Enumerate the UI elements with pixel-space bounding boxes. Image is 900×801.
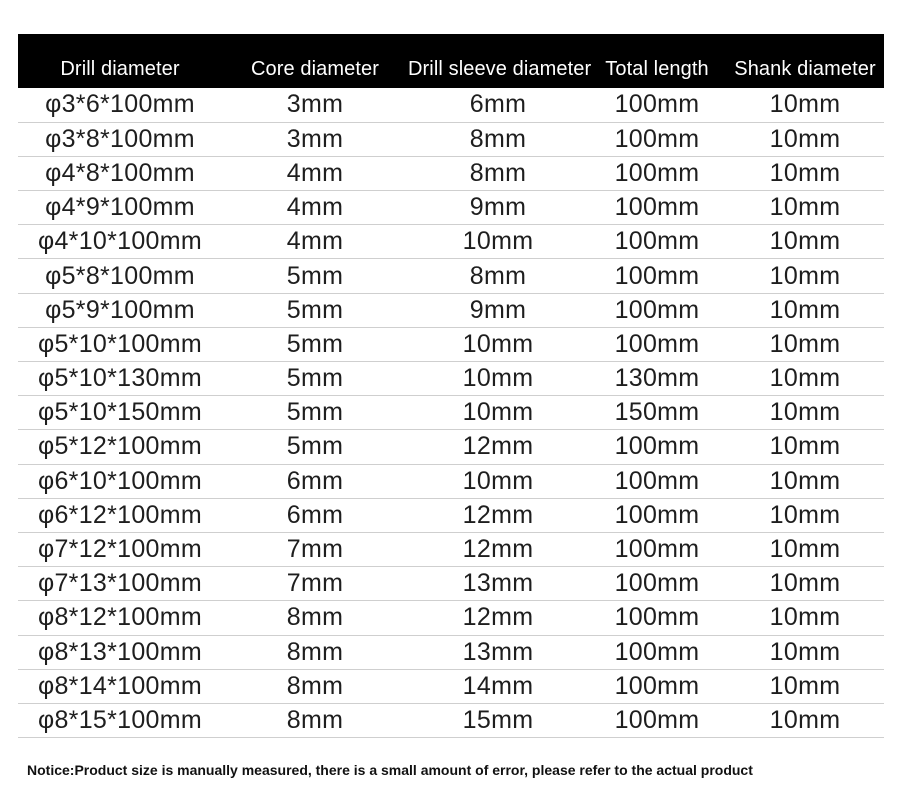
- cell-drill-sleeve-diameter: 10mm: [408, 327, 588, 361]
- cell-drill-sleeve-diameter: 10mm: [408, 396, 588, 430]
- header-core-diameter: Core diameter: [250, 58, 380, 80]
- cell-core-diameter: 3mm: [222, 122, 408, 156]
- cell-drill-diameter: φ8*14*100mm: [18, 669, 222, 703]
- cell-core-diameter: 5mm: [222, 293, 408, 327]
- cell-core-diameter: 5mm: [222, 327, 408, 361]
- table-row: [18, 635, 884, 669]
- cell-total-length: 150mm: [588, 396, 726, 430]
- cell-core-diameter: 8mm: [222, 635, 408, 669]
- header-total-length: Total length: [605, 58, 709, 80]
- cell-core-diameter: 4mm: [222, 156, 408, 190]
- header-shank-diameter: Shank diameter: [734, 58, 876, 80]
- table-row: [18, 532, 884, 566]
- table-row: [18, 191, 884, 225]
- cell-drill-sleeve-diameter: 12mm: [408, 601, 588, 635]
- header-drill-diameter: Drill diameter: [60, 58, 180, 80]
- table-row: [18, 703, 884, 737]
- table-header-row: [18, 34, 884, 88]
- cell-total-length: 100mm: [588, 703, 726, 737]
- cell-shank-diameter: 10mm: [726, 464, 884, 498]
- cell-drill-sleeve-diameter: 12mm: [408, 430, 588, 464]
- cell-shank-diameter: 10mm: [726, 567, 884, 601]
- cell-total-length: 130mm: [588, 362, 726, 396]
- table-row: [18, 669, 884, 703]
- cell-shank-diameter: 10mm: [726, 362, 884, 396]
- cell-drill-sleeve-diameter: 10mm: [408, 362, 588, 396]
- cell-drill-sleeve-diameter: 10mm: [408, 464, 588, 498]
- cell-total-length: 100mm: [588, 635, 726, 669]
- table-row: [18, 156, 884, 190]
- table-row: [18, 601, 884, 635]
- cell-total-length: 100mm: [588, 191, 726, 225]
- cell-drill-sleeve-diameter: 6mm: [408, 88, 588, 122]
- cell-drill-sleeve-diameter: 10mm: [408, 225, 588, 259]
- cell-shank-diameter: 10mm: [726, 156, 884, 190]
- cell-shank-diameter: 10mm: [726, 191, 884, 225]
- cell-drill-diameter: φ8*15*100mm: [18, 703, 222, 737]
- cell-drill-diameter: φ3*8*100mm: [18, 122, 222, 156]
- table-row: [18, 464, 884, 498]
- table-row: [18, 327, 884, 361]
- cell-total-length: 100mm: [588, 430, 726, 464]
- table-row: [18, 259, 884, 293]
- spec-table: [18, 34, 884, 738]
- cell-drill-diameter: φ5*10*130mm: [18, 362, 222, 396]
- cell-total-length: 100mm: [588, 669, 726, 703]
- cell-total-length: 100mm: [588, 88, 726, 122]
- cell-drill-sleeve-diameter: 12mm: [408, 498, 588, 532]
- cell-drill-diameter: φ5*12*100mm: [18, 430, 222, 464]
- cell-core-diameter: 4mm: [222, 225, 408, 259]
- table-row: [18, 430, 884, 464]
- cell-shank-diameter: 10mm: [726, 225, 884, 259]
- cell-total-length: 100mm: [588, 259, 726, 293]
- notice-text: Notice:Product size is manually measured, there is a small amount of error, please refer to the actual product: [27, 762, 753, 778]
- cell-drill-diameter: φ3*6*100mm: [18, 88, 222, 122]
- cell-shank-diameter: 10mm: [726, 122, 884, 156]
- cell-drill-diameter: φ4*8*100mm: [18, 156, 222, 190]
- table-row: [18, 122, 884, 156]
- cell-shank-diameter: 10mm: [726, 88, 884, 122]
- cell-total-length: 100mm: [588, 498, 726, 532]
- cell-drill-diameter: φ7*13*100mm: [18, 567, 222, 601]
- table-row: [18, 225, 884, 259]
- cell-core-diameter: 6mm: [222, 464, 408, 498]
- cell-core-diameter: 4mm: [222, 191, 408, 225]
- cell-drill-sleeve-diameter: 15mm: [408, 703, 588, 737]
- cell-drill-diameter: φ8*13*100mm: [18, 635, 222, 669]
- cell-drill-diameter: φ5*9*100mm: [18, 293, 222, 327]
- cell-drill-sleeve-diameter: 8mm: [408, 156, 588, 190]
- table-row: [18, 88, 884, 122]
- cell-shank-diameter: 10mm: [726, 601, 884, 635]
- cell-core-diameter: 5mm: [222, 362, 408, 396]
- cell-drill-diameter: φ6*12*100mm: [18, 498, 222, 532]
- cell-drill-diameter: φ5*8*100mm: [18, 259, 222, 293]
- cell-shank-diameter: 10mm: [726, 703, 884, 737]
- cell-core-diameter: 7mm: [222, 532, 408, 566]
- cell-drill-diameter: φ7*12*100mm: [18, 532, 222, 566]
- cell-drill-diameter: φ5*10*100mm: [18, 327, 222, 361]
- cell-drill-sleeve-diameter: 12mm: [408, 532, 588, 566]
- cell-shank-diameter: 10mm: [726, 259, 884, 293]
- cell-drill-diameter: φ4*10*100mm: [18, 225, 222, 259]
- cell-total-length: 100mm: [588, 293, 726, 327]
- cell-core-diameter: 5mm: [222, 430, 408, 464]
- table-body: [18, 88, 884, 738]
- cell-shank-diameter: 10mm: [726, 498, 884, 532]
- cell-total-length: 100mm: [588, 225, 726, 259]
- cell-shank-diameter: 10mm: [726, 396, 884, 430]
- cell-core-diameter: 7mm: [222, 567, 408, 601]
- cell-total-length: 100mm: [588, 156, 726, 190]
- cell-core-diameter: 3mm: [222, 88, 408, 122]
- cell-drill-sleeve-diameter: 8mm: [408, 122, 588, 156]
- cell-drill-sleeve-diameter: 8mm: [408, 259, 588, 293]
- cell-drill-diameter: φ5*10*150mm: [18, 396, 222, 430]
- cell-core-diameter: 8mm: [222, 669, 408, 703]
- cell-drill-diameter: φ4*9*100mm: [18, 191, 222, 225]
- cell-drill-sleeve-diameter: 9mm: [408, 191, 588, 225]
- cell-total-length: 100mm: [588, 532, 726, 566]
- cell-core-diameter: 5mm: [222, 396, 408, 430]
- cell-total-length: 100mm: [588, 601, 726, 635]
- cell-core-diameter: 8mm: [222, 703, 408, 737]
- cell-total-length: 100mm: [588, 464, 726, 498]
- cell-shank-diameter: 10mm: [726, 532, 884, 566]
- cell-drill-sleeve-diameter: 14mm: [408, 669, 588, 703]
- cell-drill-sleeve-diameter: 9mm: [408, 293, 588, 327]
- cell-total-length: 100mm: [588, 567, 726, 601]
- cell-shank-diameter: 10mm: [726, 669, 884, 703]
- cell-total-length: 100mm: [588, 327, 726, 361]
- header-drill-sleeve-diameter: Drill sleeve diameter: [408, 58, 592, 80]
- cell-drill-sleeve-diameter: 13mm: [408, 567, 588, 601]
- cell-drill-diameter: φ8*12*100mm: [18, 601, 222, 635]
- table-row: [18, 293, 884, 327]
- cell-shank-diameter: 10mm: [726, 635, 884, 669]
- cell-total-length: 100mm: [588, 122, 726, 156]
- cell-shank-diameter: 10mm: [726, 430, 884, 464]
- table-row: [18, 567, 884, 601]
- cell-drill-sleeve-diameter: 13mm: [408, 635, 588, 669]
- cell-shank-diameter: 10mm: [726, 293, 884, 327]
- cell-core-diameter: 8mm: [222, 601, 408, 635]
- table-row: [18, 396, 884, 430]
- cell-shank-diameter: 10mm: [726, 327, 884, 361]
- cell-drill-diameter: φ6*10*100mm: [18, 464, 222, 498]
- table-row: [18, 498, 884, 532]
- cell-core-diameter: 5mm: [222, 259, 408, 293]
- table-row: [18, 362, 884, 396]
- cell-core-diameter: 6mm: [222, 498, 408, 532]
